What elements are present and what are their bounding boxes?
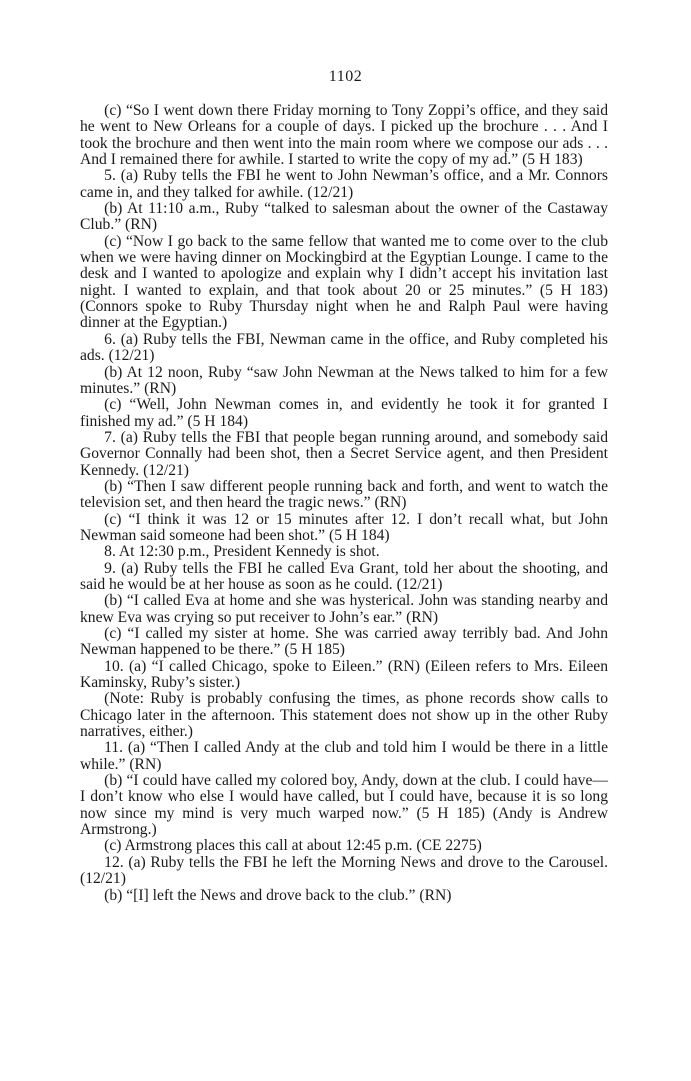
paragraph: (Note: Ruby is probably confusing the times, as phone records show calls to Chicago later in the afternoon. This statement does not show up in the other Ruby narratives, either.) [80,690,608,741]
paragraph: 10. (a) “I called Chicago, spoke to Eileen.” (RN) (Eileen refers to Mrs. Eileen Kaminsky, Ruby’s sister.) [80,657,608,692]
paragraph: (c) “So I went down there Friday morning to Tony Zoppi’s office, and they said he went to New Orleans for a couple of days. I picked up the brochure . . . And I took the brochure and then went into the main room where we compose our ads . . . And I remained there for awhile. I started to write the copy of my ad.” (5 H 183) [80,102,608,169]
paragraph: (b) “Then I saw different people running back and forth, and went to watch the television set, and then heard the tragic news.” (RN) [80,477,608,512]
paragraph: 7. (a) Ruby tells the FBI that people began running around, and somebody said Governor Connally had been shot, then a Secret Service agent, and then President Kennedy. (12/21) [80,428,608,479]
paragraph: (b) “I could have called my colored boy, Andy, down at the club. I could have—I don’t know who else I would have called, but I could have, because it is so long now since my mind is very much warped now.” (5 H 185) (Andy is Andrew Armstrong.) [80,772,608,839]
paragraph: (b) At 12 noon, Ruby “saw John Newman at the News talked to him for a few minutes.” (RN) [80,363,608,397]
paragraph: 11. (a) “Then I called Andy at the club and told him I would be there in a little while.” (RN) [80,739,608,773]
paragraph: 12. (a) Ruby tells the FBI he left the Morning News and drove to the Carousel. (12/21) [80,853,608,888]
paragraph: (b) “[I] left the News and drove back to the club.” (RN) [104,886,452,904]
paragraph: 9. (a) Ruby tells the FBI he called Eva Grant, told her about the shooting, and said he would be at her house as soon as he could. (12/21) [80,559,608,593]
paragraph: (c) Armstrong places this call at about 12:45 p.m. (CE 2275) [104,837,482,855]
paragraph: (c) “Well, John Newman comes in, and evidently he took it for granted I finished my ad.” (5 H 184) [80,396,608,430]
paragraph: (b) At 11:10 a.m., Ruby “talked to salesman about the owner of the Castaway Club.” (RN) [80,200,608,234]
paragraph: 8. At 12:30 p.m., President Kennedy is shot. [104,543,380,561]
paragraph: 5. (a) Ruby tells the FBI he went to John Newman’s office, and a Mr. Connors came in, and they talked for awhile. (12/21) [80,167,608,201]
paragraph: 6. (a) Ruby tells the FBI, Newman came in the office, and Ruby completed his ads. (12/21) [80,330,608,365]
paragraph: (c) “Now I go back to the same fellow that wanted me to come over to the club when we were having dinner on Mockingbird at the Egyptian Lounge. I came to the desk and I wanted to apologize and explain why I didn’t accept his invitation last night. I wanted to explain, and that took about 20 or 25 minutes.” (5 H 183) (Connors spoke to Ruby Thursday night when he and Ralph Paul were having dinner at the Egyptian.) [80,232,608,332]
paragraph: (b) “I called Eva at home and she was hysterical. John was standing nearby and knew Eva was crying so put receiver to John’s ear.” (RN) [80,592,608,626]
paragraph: (c) “I think it was 12 or 15 minutes after 12. I don’t recall what, but John Newman said someone had been shot.” (5 H 184) [80,510,608,544]
page-number: 1102 [328,68,363,85]
paragraph: (c) “I called my sister at home. She was carried away terribly bad. And John Newman happened to be there.” (5 H 185) [80,625,608,659]
body-text [80,103,608,904]
